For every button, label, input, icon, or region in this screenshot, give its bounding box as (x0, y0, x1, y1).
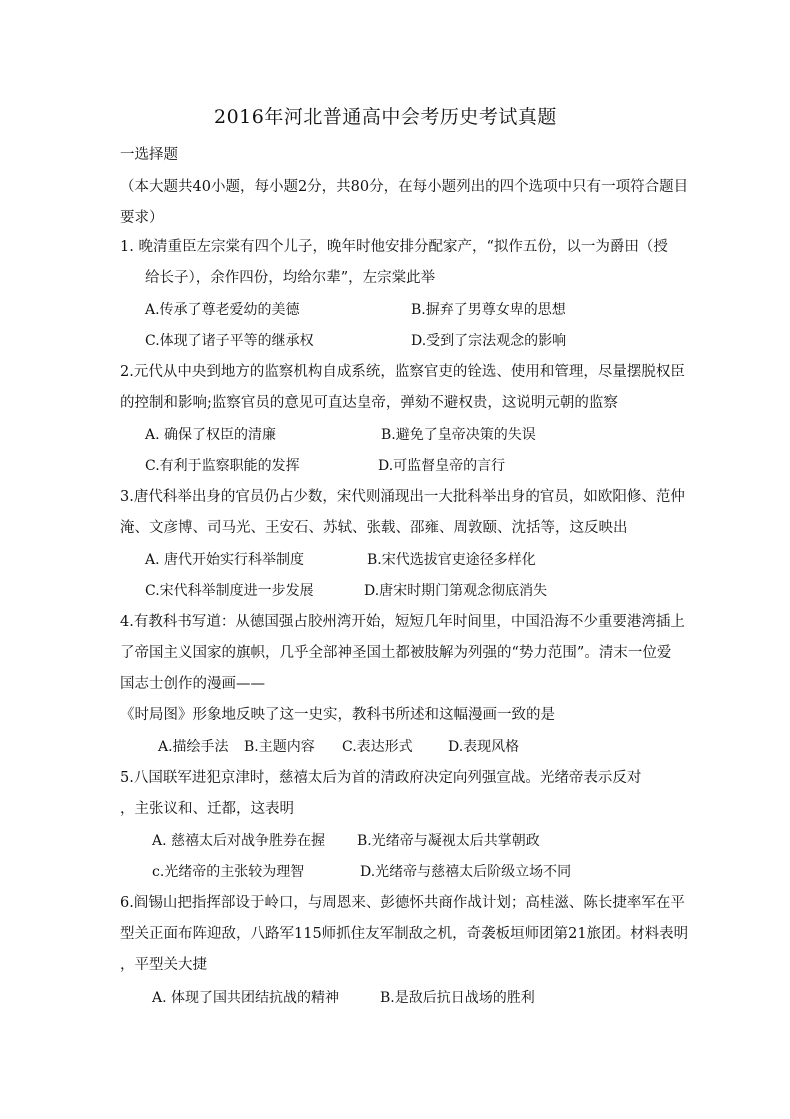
question-text-line: 的控制和影响;监察官员的意见可直达皇帝，弹劾不避权贵，这说明元朝的监察 (120, 395, 618, 411)
option-d: D.光绪帝与慈禧太后阶级立场不同 (360, 864, 572, 880)
question-text-line: 1. 晚清重臣左宗棠有四个儿子，晚年时他安排分配家产，“拟作五份，以一为爵田（授 (120, 239, 668, 255)
option-b: B.摒弃了男尊女卑的思想 (411, 302, 566, 318)
question-text-line: 3.唐代科举出身的官员仍占少数，宋代则涌现出一大批科举出身的官员，如欧阳修、范仲 (120, 489, 685, 505)
option-a: A. 体现了国共团结抗战的精神 (152, 990, 340, 1006)
option-c: C.体现了诸子平等的继承权 (145, 333, 314, 349)
section-instruction-line-1: （本大题共40小题，每小题2分，共80分，在每小题列出的四个选项中只有一项符合题目 (120, 179, 689, 195)
question-text-line: 国志士创作的漫画—— (120, 676, 265, 692)
question-text-line: 6.阎锡山把指挥部设于岭口，与周恩来、彭德怀共商作战计划；高桂滋、陈长捷率军在平 (120, 895, 685, 911)
question-text-line: 淹、文彦博、司马光、王安石、苏轼、张载、邵雍、周敦颐、沈括等，这反映出 (120, 520, 628, 536)
section-instruction-line-2: 要求） (120, 210, 164, 226)
question-text-line: 了帝国主义国家的旗帜，几乎全部神圣国土都被肢解为列强的“势力范围”。清末一位爱 (120, 645, 672, 661)
page-title: 2016年河北普通高中会考历史考试真题 (214, 106, 557, 128)
question-text-line: 给长子），余作四份，均给尔辈”，左宗棠此举 (145, 270, 436, 286)
option-a: A. 慈禧太后对战争胜券在握 (152, 833, 326, 849)
section-heading: 一选择题 (120, 147, 178, 163)
option-c: C.有利于监察职能的发挥 (145, 458, 300, 474)
option-b: B.是敌后抗日战场的胜利 (380, 990, 535, 1006)
option-d: D.表现风格 (448, 739, 520, 755)
question-text-line: ，平型关大捷 (120, 957, 207, 973)
question-text-line: 4.有教科书写道：从德国强占胶州湾开始，短短几年时间里，中国沿海不少重要港湾插上 (120, 614, 685, 630)
option-b: B.避免了皇帝决策的失误 (381, 427, 536, 443)
option-d: D.唐宋时期门第观念彻底消失 (364, 583, 548, 599)
question-text-line: 《时局图》形象地反映了这一史实，教科书所述和这幅漫画一致的是 (120, 707, 555, 723)
option-b: B.主题内容 (244, 739, 315, 755)
option-b: B.光绪帝与凝视太后共掌朝政 (357, 833, 540, 849)
option-a: A.描绘手法 (158, 739, 229, 755)
option-c: C.表达形式 (342, 739, 413, 755)
question-text-line: ，主张议和、迁都，这表明 (120, 801, 294, 817)
option-c: C.宋代科举制度进一步发展 (145, 583, 314, 599)
option-a: A. 确保了权臣的清廉 (145, 427, 277, 443)
option-c: c.光绪帝的主张较为理智 (152, 864, 305, 880)
option-d: D.受到了宗法观念的影响 (411, 333, 567, 349)
option-a: A. 唐代开始实行科举制度 (145, 552, 305, 568)
question-text-line: 2.元代从中央到地方的监察机构自成系统，监察官吏的铨选、使用和管理，尽量摆脱权臣 (120, 364, 685, 380)
question-text-line: 型关正面布阵迎敌，八路军115师抓住友军制敌之机，奇袭板垣师团第21旅团。材料表明 (120, 926, 689, 942)
question-text-line: 5.八国联军进犯京津时，慈禧太后为首的清政府决定向列强宣战。光绪帝表示反对 (120, 770, 642, 786)
option-d: D.可监督皇帝的言行 (378, 458, 506, 474)
option-b: B.宋代选拔官吏途径多样化 (367, 552, 536, 568)
option-a: A.传承了尊老爱幼的美德 (145, 302, 300, 318)
